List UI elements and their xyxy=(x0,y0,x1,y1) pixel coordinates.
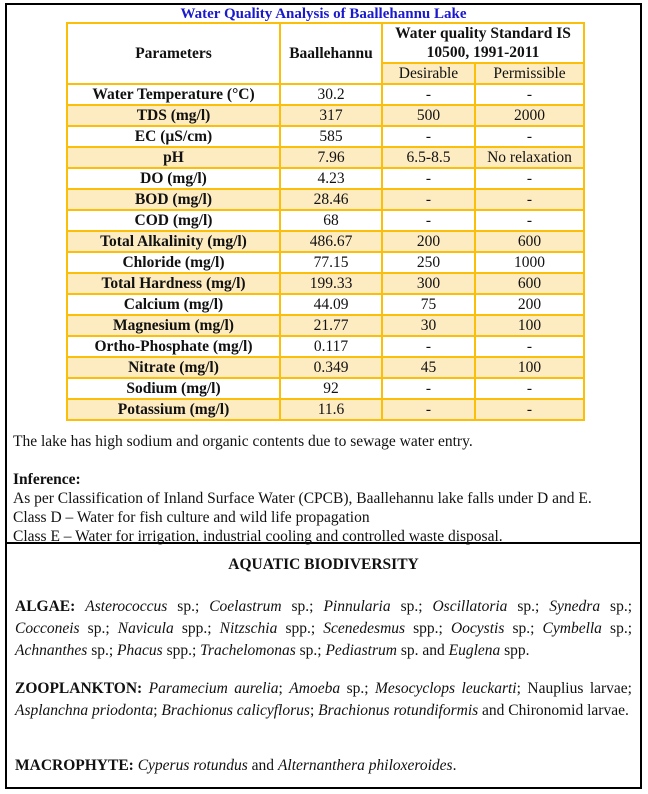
value-cell: 92 xyxy=(280,378,382,399)
desirable-cell: - xyxy=(382,210,475,231)
desirable-cell: 6.5-8.5 xyxy=(382,147,475,168)
macrophyte-paragraph xyxy=(15,755,632,777)
species-name: Cyperus rotundus xyxy=(137,757,248,774)
permissible-cell: 200 xyxy=(475,294,584,315)
param-cell: Nitrate (mg/l) xyxy=(67,357,280,378)
table-row xyxy=(67,147,584,168)
param-cell: Potassium (mg/l) xyxy=(67,399,280,420)
permissible-cell: - xyxy=(475,399,584,420)
species-name: Oscillatoria xyxy=(432,598,508,615)
value-cell: 68 xyxy=(280,210,382,231)
macrophyte-list: Cyperus rotundus and Alternanthera philoxeroides. xyxy=(137,757,457,774)
permissible-cell: 600 xyxy=(475,273,584,294)
table-row xyxy=(67,294,584,315)
param-cell: BOD (mg/l) xyxy=(67,189,280,210)
species-name: Nitzschia xyxy=(219,620,278,637)
param-cell: Calcium (mg/l) xyxy=(67,294,280,315)
table-row xyxy=(67,357,584,378)
water-quality-table xyxy=(66,22,585,421)
permissible-cell: - xyxy=(475,189,584,210)
table-row xyxy=(67,189,584,210)
biodiversity-section xyxy=(7,544,640,787)
desirable-cell: 250 xyxy=(382,252,475,273)
value-cell: 4.23 xyxy=(280,168,382,189)
param-cell: TDS (mg/l) xyxy=(67,105,280,126)
value-cell: 44.09 xyxy=(280,294,382,315)
zooplankton-paragraph xyxy=(15,678,632,722)
desirable-cell: - xyxy=(382,126,475,147)
desirable-cell: 30 xyxy=(382,315,475,336)
value-cell: 486.67 xyxy=(280,231,382,252)
species-name: Cocconeis xyxy=(15,620,80,637)
species-name: Oocystis xyxy=(450,620,505,637)
species-name: Navicula xyxy=(117,620,174,637)
species-name: Paramecium aurelia xyxy=(148,680,279,697)
permissible-cell: - xyxy=(475,84,584,105)
species-name: Trachelomonas xyxy=(200,642,296,659)
species-name: Pediastrum xyxy=(325,642,397,659)
desirable-cell: 75 xyxy=(382,294,475,315)
permissible-cell: - xyxy=(475,378,584,399)
param-cell: Total Hardness (mg/l) xyxy=(67,273,280,294)
species-name: Synedra xyxy=(549,598,601,615)
value-cell: 317 xyxy=(280,105,382,126)
value-cell: 7.96 xyxy=(280,147,382,168)
desirable-cell: 500 xyxy=(382,105,475,126)
permissible-cell: 2000 xyxy=(475,105,584,126)
value-cell: 11.6 xyxy=(280,399,382,420)
table-row xyxy=(67,315,584,336)
macrophyte-label: MACROPHYTE: xyxy=(15,757,134,774)
inference-block xyxy=(13,470,592,546)
param-cell: Magnesium (mg/l) xyxy=(67,315,280,336)
header-permissible: Permissible xyxy=(475,63,584,84)
value-cell: 585 xyxy=(280,126,382,147)
table-row xyxy=(67,273,584,294)
permissible-cell: - xyxy=(475,168,584,189)
param-cell: Water Temperature (°C) xyxy=(67,84,280,105)
species-name: Coelastrum xyxy=(209,598,282,615)
header-site: Baallehannu xyxy=(280,23,382,84)
table-title: Water Quality Analysis of Baallehannu Lake xyxy=(180,6,467,22)
algae-list: Asterococcus sp.; Coelastrum sp.; Pinnularia sp.; Oscillatoria sp.; Synedra sp.; Cocconeis sp.; Navicula spp.; Nitzschia spp.; Scenedesmus spp.; Oocystis sp.; Cymbella sp.; Achnanthes sp.; Phacus spp.; Trachelomonas sp.; Pediastrum sp. and Euglena spp. xyxy=(15,598,633,659)
value-cell: 77.15 xyxy=(280,252,382,273)
species-name: Asterococcus xyxy=(85,598,168,615)
permissible-cell: - xyxy=(475,126,584,147)
desirable-cell: - xyxy=(382,168,475,189)
water-quality-section xyxy=(7,5,640,544)
inference-line: As per Classification of Inland Surface Water (CPCB), Baallehannu lake falls under D and E. xyxy=(13,490,592,507)
inference-line: Class E – Water for irrigation, industrial cooling and controlled waste disposal. xyxy=(13,528,503,545)
species-name: Brachionus rotundiformis xyxy=(318,702,479,719)
species-name: Brachionus calicyflorus xyxy=(161,702,310,719)
desirable-cell: 45 xyxy=(382,357,475,378)
species-name: Achnanthes xyxy=(15,642,88,659)
permissible-cell: 100 xyxy=(475,357,584,378)
inference-label: Inference: xyxy=(13,471,81,488)
param-cell: Chloride (mg/l) xyxy=(67,252,280,273)
species-name: Pinnularia xyxy=(323,598,391,615)
permissible-cell: 100 xyxy=(475,315,584,336)
param-cell: COD (mg/l) xyxy=(67,210,280,231)
header-desirable: Desirable xyxy=(382,63,475,84)
permissible-cell: - xyxy=(475,336,584,357)
table-row xyxy=(67,210,584,231)
param-cell: Total Alkalinity (mg/l) xyxy=(67,231,280,252)
document-frame xyxy=(5,3,642,789)
species-name: Phacus xyxy=(117,642,163,659)
algae-paragraph xyxy=(15,596,632,662)
table-row xyxy=(67,399,584,420)
value-cell: 0.117 xyxy=(280,336,382,357)
zooplankton-label: ZOOPLANKTON: xyxy=(15,680,143,697)
value-cell: 199.33 xyxy=(280,273,382,294)
table-row xyxy=(67,84,584,105)
table-row xyxy=(67,336,584,357)
inference-line: Class D – Water for fish culture and wild life propagation xyxy=(13,509,370,526)
value-cell: 21.77 xyxy=(280,315,382,336)
table-row xyxy=(67,168,584,189)
desirable-cell: - xyxy=(382,84,475,105)
table-row xyxy=(67,252,584,273)
permissible-cell: 1000 xyxy=(475,252,584,273)
species-name: Cymbella xyxy=(542,620,602,637)
table-row xyxy=(67,105,584,126)
desirable-cell: 200 xyxy=(382,231,475,252)
value-cell: 28.46 xyxy=(280,189,382,210)
header-standard: Water quality Standard IS 10500, 1991-2011 xyxy=(382,23,584,63)
header-row xyxy=(67,23,584,63)
table-row xyxy=(67,126,584,147)
sewage-note: The lake has high sodium and organic contents due to sewage water entry. xyxy=(13,433,473,450)
desirable-cell: - xyxy=(382,378,475,399)
permissible-cell: No relaxation xyxy=(475,147,584,168)
permissible-cell: 600 xyxy=(475,231,584,252)
param-cell: Ortho-Phosphate (mg/l) xyxy=(67,336,280,357)
species-name: Mesocyclops leuckarti xyxy=(375,680,517,697)
value-cell: 30.2 xyxy=(280,84,382,105)
desirable-cell: - xyxy=(382,189,475,210)
species-name: Alternanthera philoxeroides xyxy=(277,757,453,774)
desirable-cell: - xyxy=(382,336,475,357)
algae-label: ALGAE: xyxy=(15,598,76,615)
param-cell: DO (mg/l) xyxy=(67,168,280,189)
biodiversity-title: AQUATIC BIODIVERSITY xyxy=(228,556,419,573)
species-name: Asplanchna priodonta xyxy=(15,702,154,719)
species-name: Scenedesmus xyxy=(323,620,406,637)
table-row xyxy=(67,231,584,252)
header-parameters: Parameters xyxy=(67,23,280,84)
desirable-cell: 300 xyxy=(382,273,475,294)
table-row xyxy=(67,378,584,399)
species-name: Amoeba xyxy=(289,680,341,697)
value-cell: 0.349 xyxy=(280,357,382,378)
param-cell: EC (µS/cm) xyxy=(67,126,280,147)
param-cell: Sodium (mg/l) xyxy=(67,378,280,399)
desirable-cell: - xyxy=(382,399,475,420)
species-name: Euglena xyxy=(448,642,501,659)
param-cell: pH xyxy=(67,147,280,168)
permissible-cell: - xyxy=(475,210,584,231)
zooplankton-list: Paramecium aurelia; Amoeba sp.; Mesocyclops leuckarti; Nauplius larvae; Asplanchna priodonta; Brachionus calicyflorus; Brachionus rotundiformis and Chironomid larvae. xyxy=(15,680,632,719)
